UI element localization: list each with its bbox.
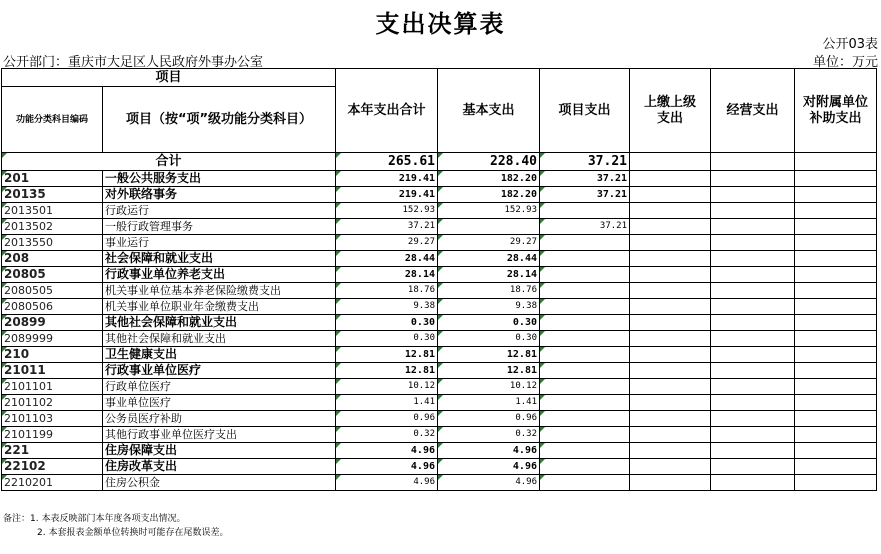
row-name: 其他行政事业单位医疗支出 bbox=[103, 427, 336, 443]
row-total: 9.38 bbox=[336, 299, 438, 315]
row-name: 其他社会保障和就业支出 bbox=[103, 331, 336, 347]
row-project bbox=[540, 267, 630, 283]
header-basic: 基本支出 bbox=[438, 69, 540, 153]
table-row bbox=[2, 235, 877, 251]
row-name: 机关事业单位基本养老保险缴费支出 bbox=[103, 283, 336, 299]
row-upper bbox=[630, 347, 711, 363]
row-upper bbox=[630, 235, 711, 251]
row-code: 2080506 bbox=[2, 299, 103, 315]
row-subsidy bbox=[795, 283, 877, 299]
table-row bbox=[2, 283, 877, 299]
table-row bbox=[2, 363, 877, 379]
table-row bbox=[2, 347, 877, 363]
row-subsidy bbox=[795, 459, 877, 475]
table-row bbox=[2, 187, 877, 203]
row-name: 一般公共服务支出 bbox=[103, 171, 336, 187]
total-total: 265.61 bbox=[336, 153, 438, 171]
row-code: 2013550 bbox=[2, 235, 103, 251]
row-total: 0.32 bbox=[336, 427, 438, 443]
row-upper bbox=[630, 203, 711, 219]
row-project: 37.21 bbox=[540, 219, 630, 235]
row-code: 2101103 bbox=[2, 411, 103, 427]
row-project bbox=[540, 331, 630, 347]
row-project bbox=[540, 251, 630, 267]
header-upper: 上缴上级支出 bbox=[630, 69, 711, 153]
total-row bbox=[2, 153, 877, 171]
header-row-1 bbox=[2, 69, 877, 87]
row-upper bbox=[630, 299, 711, 315]
row-code: 2101102 bbox=[2, 395, 103, 411]
row-upper bbox=[630, 219, 711, 235]
total-upper bbox=[630, 153, 711, 171]
row-business bbox=[711, 187, 795, 203]
row-project bbox=[540, 235, 630, 251]
row-project bbox=[540, 379, 630, 395]
row-project bbox=[540, 283, 630, 299]
total-label: 合计 bbox=[2, 153, 336, 171]
row-name: 机关事业单位职业年金缴费支出 bbox=[103, 299, 336, 315]
row-code: 20899 bbox=[2, 315, 103, 331]
row-name: 对外联络事务 bbox=[103, 187, 336, 203]
row-basic: 10.12 bbox=[438, 379, 540, 395]
row-code: 20135 bbox=[2, 187, 103, 203]
table-row bbox=[2, 171, 877, 187]
row-project bbox=[540, 203, 630, 219]
row-basic: 4.96 bbox=[438, 459, 540, 475]
header-project: 项目支出 bbox=[540, 69, 630, 153]
row-code: 210 bbox=[2, 347, 103, 363]
row-code: 20805 bbox=[2, 267, 103, 283]
row-basic: 1.41 bbox=[438, 395, 540, 411]
row-basic: 9.38 bbox=[438, 299, 540, 315]
row-code: 22102 bbox=[2, 459, 103, 475]
row-project bbox=[540, 347, 630, 363]
row-business bbox=[711, 475, 795, 491]
row-subsidy bbox=[795, 443, 877, 459]
row-total: 219.41 bbox=[336, 171, 438, 187]
row-project bbox=[540, 459, 630, 475]
row-subsidy bbox=[795, 427, 877, 443]
row-total: 0.30 bbox=[336, 331, 438, 347]
row-name: 住房公积金 bbox=[103, 475, 336, 491]
row-basic: 182.20 bbox=[438, 187, 540, 203]
row-business bbox=[711, 379, 795, 395]
row-total: 28.14 bbox=[336, 267, 438, 283]
table-row bbox=[2, 299, 877, 315]
row-business bbox=[711, 267, 795, 283]
table-row bbox=[2, 315, 877, 331]
row-business bbox=[711, 315, 795, 331]
row-project bbox=[540, 475, 630, 491]
row-code: 2101101 bbox=[2, 379, 103, 395]
row-name: 事业运行 bbox=[103, 235, 336, 251]
row-total: 29.27 bbox=[336, 235, 438, 251]
row-business bbox=[711, 283, 795, 299]
row-total: 12.81 bbox=[336, 347, 438, 363]
header-code: 功能分类科目编码 bbox=[2, 87, 103, 153]
row-upper bbox=[630, 475, 711, 491]
row-name: 行政事业单位医疗 bbox=[103, 363, 336, 379]
row-subsidy bbox=[795, 219, 877, 235]
row-name: 社会保障和就业支出 bbox=[103, 251, 336, 267]
row-basic: 28.44 bbox=[438, 251, 540, 267]
table-row bbox=[2, 219, 877, 235]
row-upper bbox=[630, 459, 711, 475]
row-total: 18.76 bbox=[336, 283, 438, 299]
row-basic: 0.96 bbox=[438, 411, 540, 427]
header-total: 本年支出合计 bbox=[336, 69, 438, 153]
row-project bbox=[540, 443, 630, 459]
total-subsidy bbox=[795, 153, 877, 171]
table-row bbox=[2, 395, 877, 411]
page-title: 支出决算表 bbox=[375, 9, 506, 38]
row-code: 2101199 bbox=[2, 427, 103, 443]
table-row bbox=[2, 475, 877, 491]
row-name: 行政单位医疗 bbox=[103, 379, 336, 395]
row-basic bbox=[438, 219, 540, 235]
row-upper bbox=[630, 251, 711, 267]
row-business bbox=[711, 219, 795, 235]
total-business bbox=[711, 153, 795, 171]
row-upper bbox=[630, 411, 711, 427]
row-subsidy bbox=[795, 315, 877, 331]
row-project bbox=[540, 411, 630, 427]
row-total: 0.96 bbox=[336, 411, 438, 427]
row-upper bbox=[630, 443, 711, 459]
row-basic: 0.30 bbox=[438, 331, 540, 347]
row-code: 208 bbox=[2, 251, 103, 267]
header-business: 经营支出 bbox=[711, 69, 795, 153]
table-row bbox=[2, 411, 877, 427]
department-label: 公开部门：重庆市大足区人民政府外事办公室 bbox=[3, 55, 264, 70]
row-basic: 182.20 bbox=[438, 171, 540, 187]
table-row bbox=[2, 379, 877, 395]
table-row bbox=[2, 267, 877, 283]
row-name: 行政事业单位养老支出 bbox=[103, 267, 336, 283]
notes bbox=[3, 512, 228, 540]
table-row bbox=[2, 427, 877, 443]
row-subsidy bbox=[795, 411, 877, 427]
row-business bbox=[711, 171, 795, 187]
row-basic: 12.81 bbox=[438, 363, 540, 379]
row-total: 37.21 bbox=[336, 219, 438, 235]
row-subsidy bbox=[795, 363, 877, 379]
row-business bbox=[711, 443, 795, 459]
row-subsidy bbox=[795, 331, 877, 347]
table-row bbox=[2, 203, 877, 219]
note-1: 备注：1. 本表反映部门本年度各项支出情况。 bbox=[3, 514, 186, 524]
header-subsidy: 对附属单位补助支出 bbox=[795, 69, 877, 153]
row-name: 行政运行 bbox=[103, 203, 336, 219]
row-basic: 0.30 bbox=[438, 315, 540, 331]
row-code: 221 bbox=[2, 443, 103, 459]
row-code: 2210201 bbox=[2, 475, 103, 491]
row-business bbox=[711, 395, 795, 411]
row-code: 2089999 bbox=[2, 331, 103, 347]
row-business bbox=[711, 251, 795, 267]
row-subsidy bbox=[795, 347, 877, 363]
row-basic: 4.96 bbox=[438, 443, 540, 459]
row-project: 37.21 bbox=[540, 171, 630, 187]
row-upper bbox=[630, 283, 711, 299]
row-name: 公务员医疗补助 bbox=[103, 411, 336, 427]
row-total: 152.93 bbox=[336, 203, 438, 219]
row-subsidy bbox=[795, 251, 877, 267]
unit-label: 单位：万元 bbox=[812, 55, 878, 70]
row-basic: 29.27 bbox=[438, 235, 540, 251]
row-basic: 152.93 bbox=[438, 203, 540, 219]
row-name: 其他社会保障和就业支出 bbox=[103, 315, 336, 331]
row-subsidy bbox=[795, 171, 877, 187]
row-total: 4.96 bbox=[336, 459, 438, 475]
row-basic: 28.14 bbox=[438, 267, 540, 283]
row-total: 28.44 bbox=[336, 251, 438, 267]
row-subsidy bbox=[795, 187, 877, 203]
row-subsidy bbox=[795, 379, 877, 395]
row-business bbox=[711, 347, 795, 363]
row-name: 一般行政管理事务 bbox=[103, 219, 336, 235]
row-project bbox=[540, 427, 630, 443]
row-upper bbox=[630, 363, 711, 379]
row-total: 4.96 bbox=[336, 443, 438, 459]
note-2: 2. 本套报表金额单位转换时可能存在尾数误差。 bbox=[37, 528, 229, 538]
row-business bbox=[711, 331, 795, 347]
row-business bbox=[711, 235, 795, 251]
row-upper bbox=[630, 331, 711, 347]
row-project: 37.21 bbox=[540, 187, 630, 203]
row-upper bbox=[630, 395, 711, 411]
row-project bbox=[540, 299, 630, 315]
row-project bbox=[540, 395, 630, 411]
row-business bbox=[711, 363, 795, 379]
row-code: 2013501 bbox=[2, 203, 103, 219]
row-subsidy bbox=[795, 203, 877, 219]
table-row bbox=[2, 459, 877, 475]
row-subsidy bbox=[795, 235, 877, 251]
total-basic: 228.40 bbox=[438, 153, 540, 171]
row-project bbox=[540, 363, 630, 379]
row-upper bbox=[630, 427, 711, 443]
row-business bbox=[711, 459, 795, 475]
row-basic: 12.81 bbox=[438, 347, 540, 363]
row-subsidy bbox=[795, 475, 877, 491]
row-upper bbox=[630, 171, 711, 187]
row-total: 12.81 bbox=[336, 363, 438, 379]
row-code: 201 bbox=[2, 171, 103, 187]
row-total: 10.12 bbox=[336, 379, 438, 395]
row-subsidy bbox=[795, 267, 877, 283]
row-business bbox=[711, 427, 795, 443]
row-code: 2080505 bbox=[2, 283, 103, 299]
form-number: 公开03表 bbox=[822, 37, 878, 52]
table-row bbox=[2, 443, 877, 459]
row-upper bbox=[630, 267, 711, 283]
row-business bbox=[711, 203, 795, 219]
row-upper bbox=[630, 187, 711, 203]
total-project: 37.21 bbox=[540, 153, 630, 171]
row-name: 住房保障支出 bbox=[103, 443, 336, 459]
table-row bbox=[2, 251, 877, 267]
row-basic: 0.32 bbox=[438, 427, 540, 443]
row-name: 住房改革支出 bbox=[103, 459, 336, 475]
row-basic: 4.96 bbox=[438, 475, 540, 491]
row-upper bbox=[630, 379, 711, 395]
header-item: 项目 bbox=[2, 69, 336, 87]
row-business bbox=[711, 411, 795, 427]
expenditure-table bbox=[1, 68, 877, 491]
row-business bbox=[711, 299, 795, 315]
row-upper bbox=[630, 315, 711, 331]
row-name: 卫生健康支出 bbox=[103, 347, 336, 363]
row-name: 事业单位医疗 bbox=[103, 395, 336, 411]
row-code: 21011 bbox=[2, 363, 103, 379]
row-code: 2013502 bbox=[2, 219, 103, 235]
row-project bbox=[540, 315, 630, 331]
header-name: 项目（按“项”级功能分类科目） bbox=[103, 87, 336, 153]
table-row bbox=[2, 331, 877, 347]
row-basic: 18.76 bbox=[438, 283, 540, 299]
row-subsidy bbox=[795, 299, 877, 315]
row-total: 0.30 bbox=[336, 315, 438, 331]
row-total: 4.96 bbox=[336, 475, 438, 491]
row-total: 1.41 bbox=[336, 395, 438, 411]
row-subsidy bbox=[795, 395, 877, 411]
row-total: 219.41 bbox=[336, 187, 438, 203]
